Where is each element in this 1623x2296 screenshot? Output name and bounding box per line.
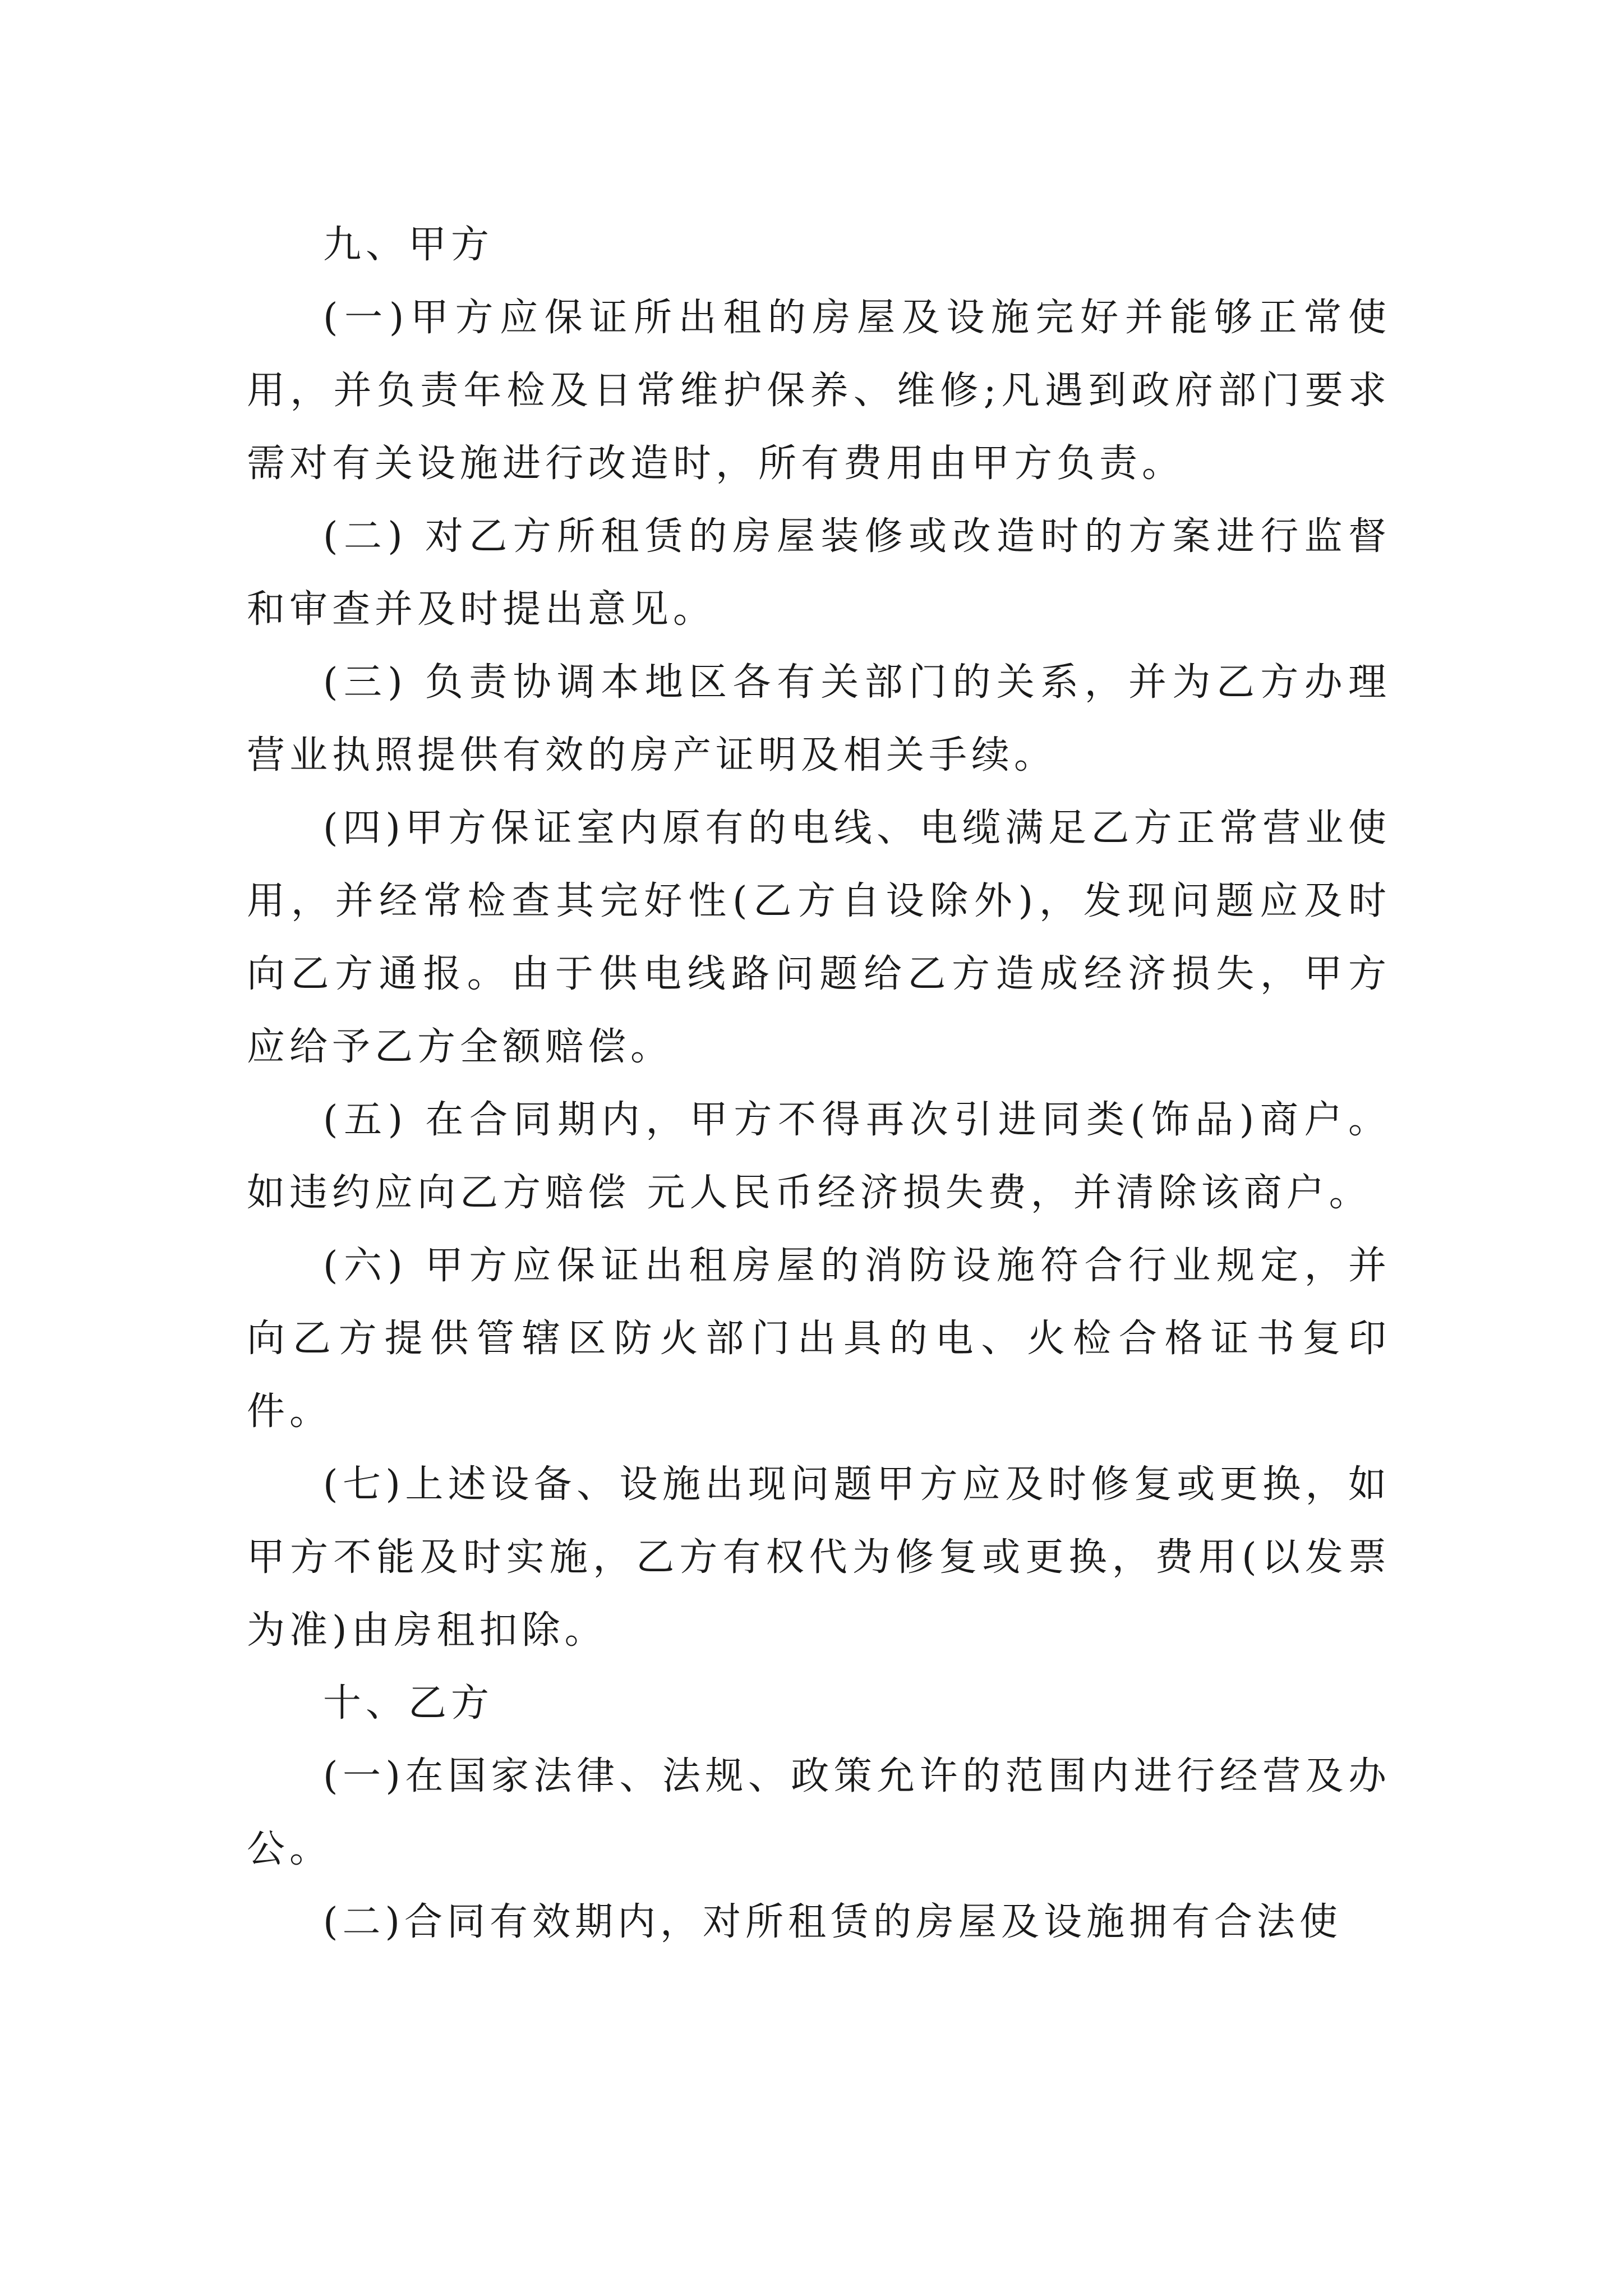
clause-a-4: (四)甲方保证室内原有的电线、电缆满足乙方正常营业使用，并经常检查其完好性(乙方自设除外)，发现问题应及时向乙方通报。由于供电线路问题给乙方造成经济损失，甲方应给予乙方全额赔偿。 xyxy=(247,806,1391,1069)
section-heading-party-b: 十、乙方 xyxy=(323,1681,494,1726)
clause-a-1: (一)甲方应保证所出租的房屋及设施完好并能够正常使用，并负责年检及日常维护保养、维修;凡遇到政府部门要求需对有关设施进行改造时，所有费用由甲方负责。 xyxy=(247,296,1391,486)
document-body xyxy=(247,209,1391,1959)
clause-a-6: (六) 甲方应保证出租房屋的消防设施符合行业规定，并向乙方提供管辖区防火部门出具的电、火检合格证书复印件。 xyxy=(247,1244,1391,1434)
clause-b-2: (二)合同有效期内，对所租赁的房屋及设施拥有合法使 xyxy=(323,1900,1343,1944)
clause-a-3: (三) 负责协调本地区各有关部门的关系，并为乙方办理营业执照提供有效的房产证明及相关手续。 xyxy=(247,660,1391,777)
section-heading-party-a: 九、甲方 xyxy=(323,223,494,267)
clause-a-7: (七)上述设备、设施出现问题甲方应及时修复或更换，如甲方不能及时实施，乙方有权代为修复或更换，费用(以发票为准)由房租扣除。 xyxy=(247,1462,1391,1653)
clause-a-2: (二) 对乙方所租赁的房屋装修或改造时的方案进行监督和审查并及时提出意见。 xyxy=(247,514,1391,632)
clause-a-5: (五) 在合同期内，甲方不得再次引进同类(饰品)商户。如违约应向乙方赔偿 元人民币经济损失费，并清除该商户。 xyxy=(247,1098,1391,1215)
clause-b-1: (一)在国家法律、法规、政策允许的范围内进行经营及办公。 xyxy=(247,1754,1391,1871)
